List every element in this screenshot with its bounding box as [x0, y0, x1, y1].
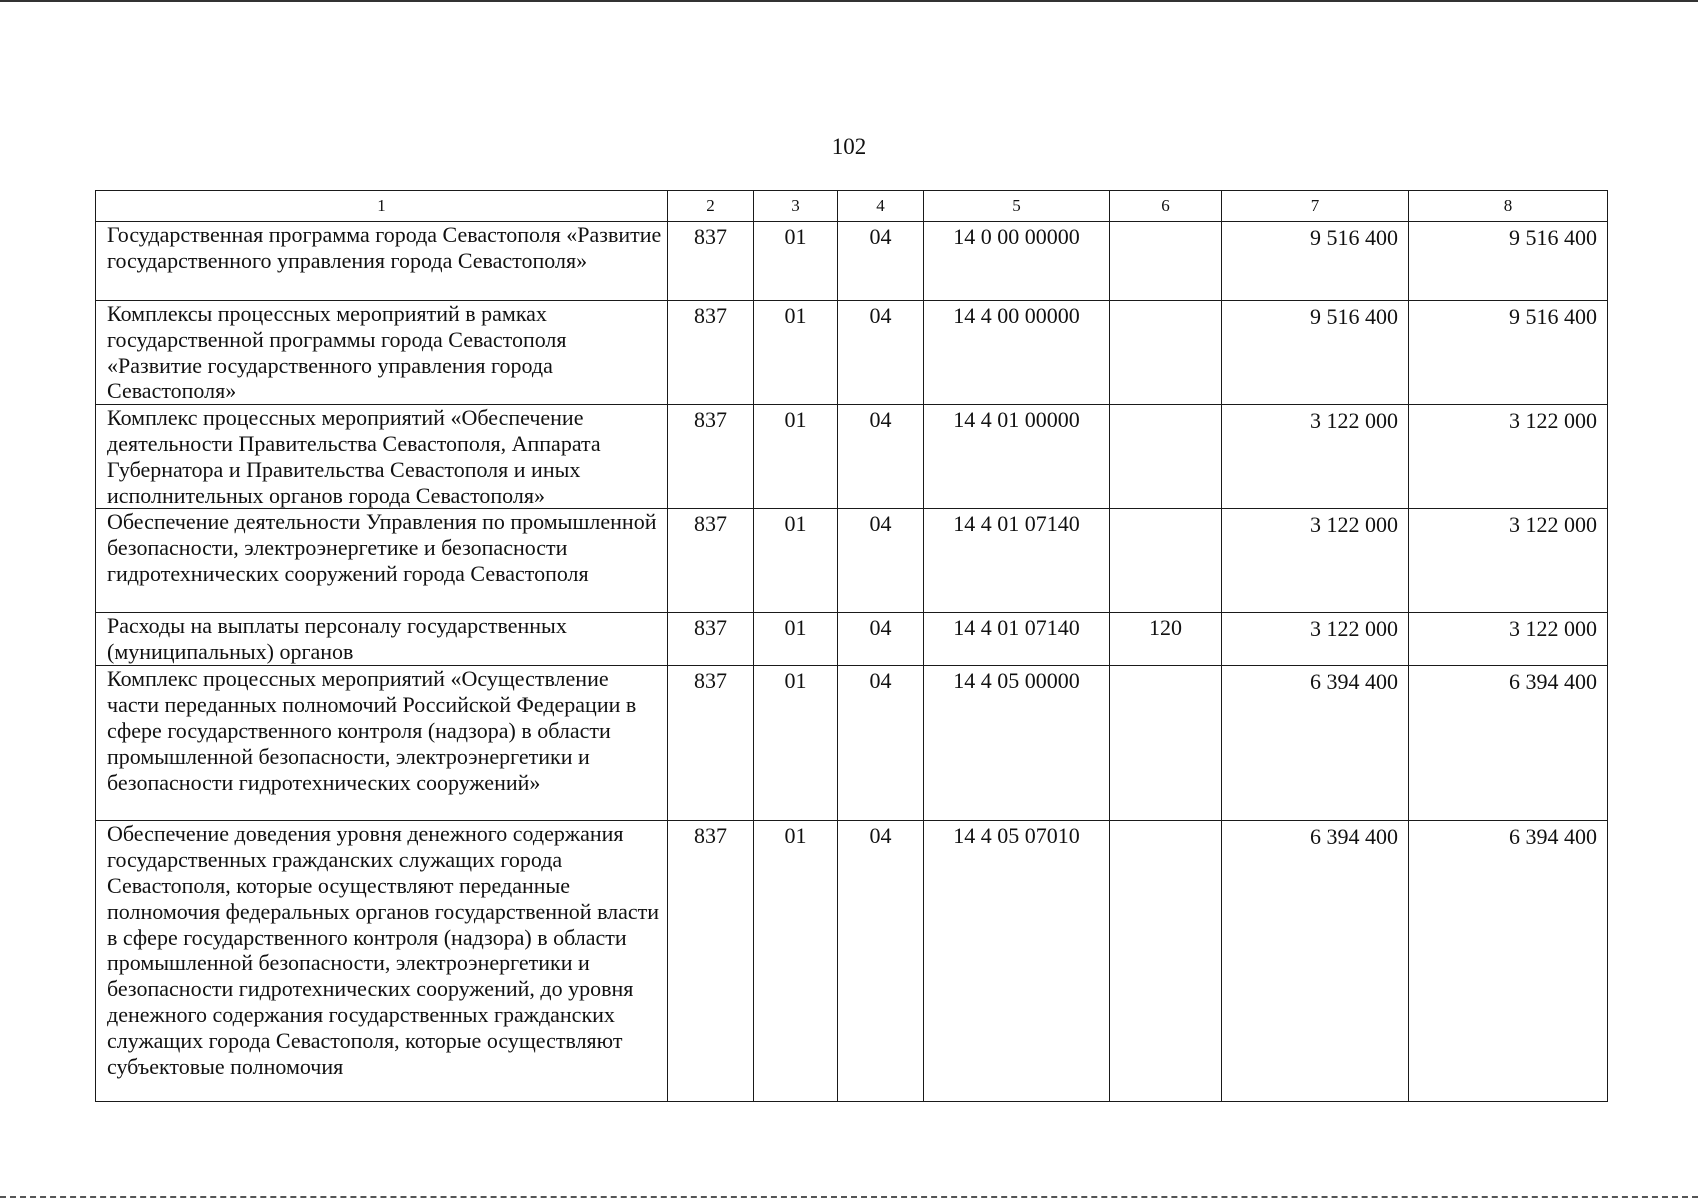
- row-name: Расходы на выплаты персоналу государственных (муниципальных) органов: [96, 613, 668, 666]
- row-col3: 01: [754, 405, 838, 509]
- row-col8: 3 122 000: [1409, 509, 1608, 613]
- table-row: [96, 821, 1608, 1102]
- page-number: 102: [831, 134, 867, 159]
- row-col7: 9 516 400: [1222, 222, 1409, 301]
- table-row: [96, 222, 1608, 301]
- row-col5: 14 0 00 00000: [924, 222, 1110, 301]
- row-col2: 837: [668, 613, 754, 666]
- row-col3: 01: [754, 222, 838, 301]
- row-col4: 04: [838, 821, 924, 1102]
- row-name: Комплекс процессных мероприятий «Обеспечение деятельности Правительства Севастополя, Аппарата Губернатора и Правительства Севастополя и иных исполнительных органов города Севастополя»: [96, 405, 668, 509]
- row-col6: 120: [1110, 613, 1222, 666]
- header-col-2: 2: [668, 191, 754, 222]
- row-col2: 837: [668, 301, 754, 405]
- row-col4: 04: [838, 301, 924, 405]
- table-row: [96, 613, 1608, 666]
- row-col5: 14 4 00 00000: [924, 301, 1110, 405]
- row-col7: 9 516 400: [1222, 301, 1409, 405]
- row-col8: 3 122 000: [1409, 405, 1608, 509]
- table-row: [96, 405, 1608, 509]
- row-col5: 14 4 01 07140: [924, 509, 1110, 613]
- row-col6: [1110, 821, 1222, 1102]
- header-col-7: 7: [1222, 191, 1409, 222]
- row-col4: 04: [838, 405, 924, 509]
- row-col5: 14 4 01 07140: [924, 613, 1110, 666]
- row-col4: 04: [838, 509, 924, 613]
- row-col7: 6 394 400: [1222, 821, 1409, 1102]
- row-col2: 837: [668, 405, 754, 509]
- header-col-5: 5: [924, 191, 1110, 222]
- row-col6: [1110, 666, 1222, 821]
- row-col3: 01: [754, 301, 838, 405]
- row-name: Комплекс процессных мероприятий «Осуществление части переданных полномочий Российской Федерации в сфере государственного контроля (надзора) в области промышленной безопасности, электроэнергетики и безопасности гидротехнических сооружений»: [96, 666, 668, 821]
- header-col-4: 4: [838, 191, 924, 222]
- row-col4: 04: [838, 222, 924, 301]
- row-col8: 9 516 400: [1409, 222, 1608, 301]
- budget-table: [95, 190, 1608, 1102]
- row-col7: 3 122 000: [1222, 405, 1409, 509]
- row-col6: [1110, 405, 1222, 509]
- row-col2: 837: [668, 666, 754, 821]
- row-col5: 14 4 05 00000: [924, 666, 1110, 821]
- row-name: Комплексы процессных мероприятий в рамках государственной программы города Севастополя «Развитие государственного управления города Севастополя»: [96, 301, 668, 405]
- header-col-8: 8: [1409, 191, 1608, 222]
- header-col-6: 6: [1110, 191, 1222, 222]
- row-col2: 837: [668, 509, 754, 613]
- row-col6: [1110, 222, 1222, 301]
- row-col7: 3 122 000: [1222, 509, 1409, 613]
- row-col5: 14 4 01 00000: [924, 405, 1110, 509]
- header-col-1: 1: [96, 191, 668, 222]
- row-col3: 01: [754, 666, 838, 821]
- row-col8: 6 394 400: [1409, 821, 1608, 1102]
- row-col5: 14 4 05 07010: [924, 821, 1110, 1102]
- row-col8: 6 394 400: [1409, 666, 1608, 821]
- row-col7: 6 394 400: [1222, 666, 1409, 821]
- row-name: Государственная программа города Севастополя «Развитие государственного управления города Севастополя»: [96, 222, 668, 301]
- row-col7: 3 122 000: [1222, 613, 1409, 666]
- row-col8: 3 122 000: [1409, 613, 1608, 666]
- table-row: [96, 301, 1608, 405]
- table-row: [96, 666, 1608, 821]
- row-col6: [1110, 509, 1222, 613]
- row-col3: 01: [754, 509, 838, 613]
- row-col4: 04: [838, 613, 924, 666]
- header-row: [96, 191, 1608, 222]
- header-col-3: 3: [754, 191, 838, 222]
- table-row: [96, 509, 1608, 613]
- row-col6: [1110, 301, 1222, 405]
- row-name: Обеспечение деятельности Управления по промышленной безопасности, электроэнергетике и безопасности гидротехнических сооружений города Севастополя: [96, 509, 668, 613]
- row-col2: 837: [668, 821, 754, 1102]
- page-bottom-dashed-line: [0, 1196, 1698, 1198]
- top-edge-line: [0, 0, 1698, 2]
- row-col2: 837: [668, 222, 754, 301]
- row-col4: 04: [838, 666, 924, 821]
- row-name: Обеспечение доведения уровня денежного содержания государственных гражданских служащих города Севастополя, которые осуществляют переданные полномочия федеральных органов государственной власти в сфере государственного контроля (надзора) в области промышленной безопасности, электроэнергетики и безопасности гидротехнических сооружений, до уровня денежного содержания государственных гражданских служащих города Севастополя, которые осуществляют субъектовые полномочия: [96, 821, 668, 1102]
- row-col3: 01: [754, 613, 838, 666]
- row-col8: 9 516 400: [1409, 301, 1608, 405]
- row-col3: 01: [754, 821, 838, 1102]
